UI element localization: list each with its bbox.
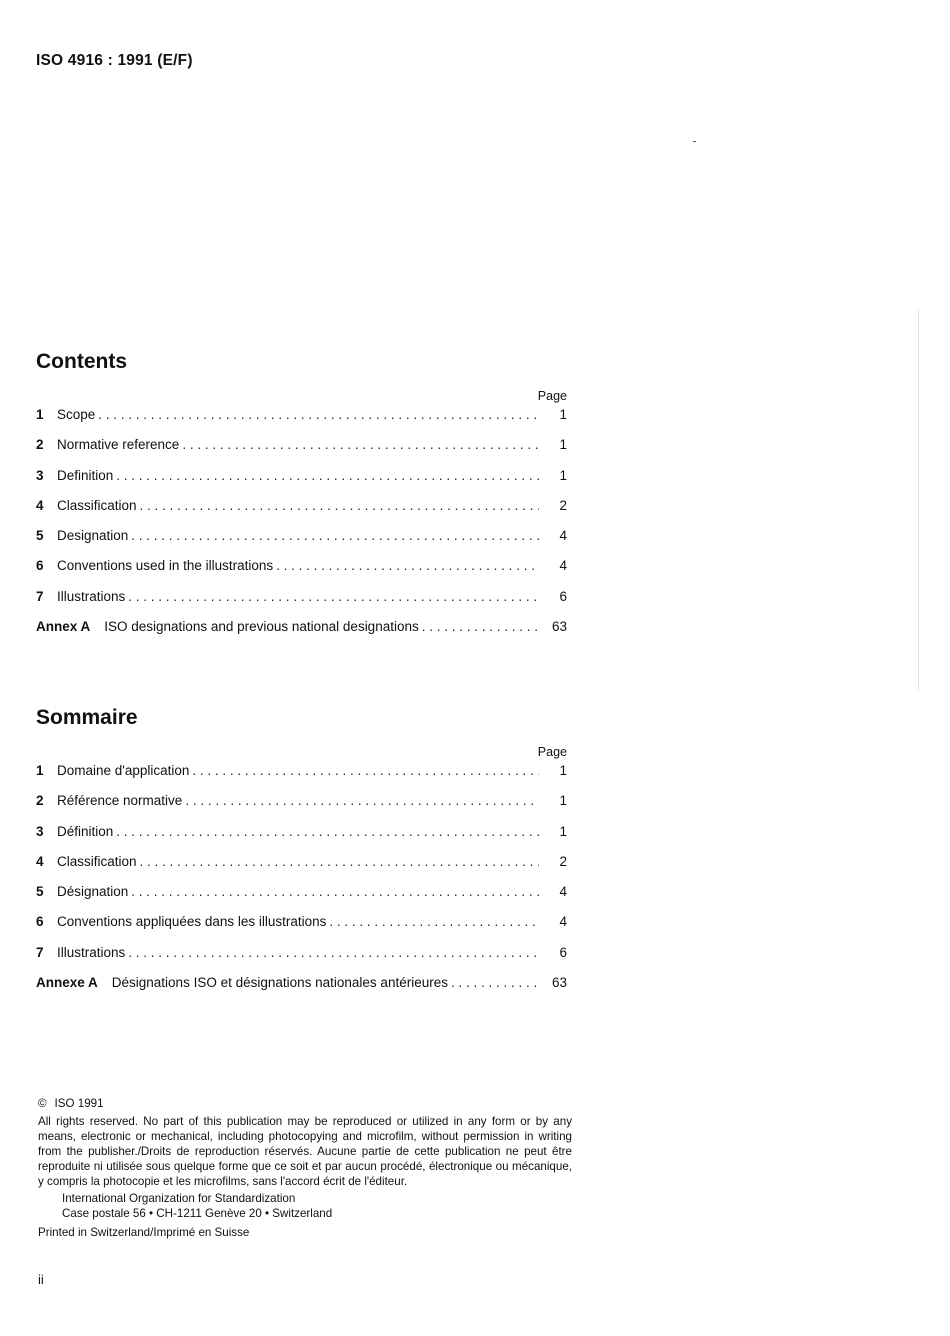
contents-page-column-label: Page — [537, 389, 567, 403]
toc-entry-conventions[interactable] — [36, 558, 567, 588]
toc-entry-designation[interactable] — [36, 528, 567, 558]
toc-dot-leader — [140, 498, 539, 513]
printed-in-statement: Printed in Switzerland/Imprimé en Suisse — [38, 1226, 250, 1239]
toc-entry-annexe-a[interactable] — [36, 975, 567, 1005]
copyright-notice — [38, 1096, 572, 1111]
toc-entry-number: 6 — [36, 558, 44, 574]
toc-entry-title: Désignations ISO et désignations nationales antérieures — [111, 975, 448, 991]
toc-entry-page: 1 — [559, 793, 567, 809]
toc-dot-leader — [128, 589, 539, 604]
toc-entry-page: 4 — [559, 884, 567, 900]
toc-dot-leader — [140, 854, 539, 869]
toc-entry-page: 4 — [559, 558, 567, 574]
toc-entry-illustrations-fr[interactable] — [36, 945, 567, 975]
toc-entry-title: Scope — [57, 407, 96, 422]
toc-entry-title: ISO designations and previous national designations — [104, 619, 419, 635]
toc-entry-number: 3 — [36, 823, 44, 839]
contents-title: Contents — [36, 350, 127, 373]
toc-entry-page: 2 — [559, 853, 567, 869]
toc-entry-title: Classification — [57, 497, 137, 513]
toc-dot-leader — [98, 407, 539, 422]
copyright-holder-year: ISO 1991 — [54, 1097, 104, 1110]
toc-entry-number: 4 — [36, 853, 44, 869]
toc-entry-page: 4 — [559, 914, 567, 930]
toc-entry-number: 1 — [36, 763, 44, 778]
toc-dot-leader — [128, 945, 539, 960]
toc-entry-title: Désignation — [57, 884, 129, 900]
toc-dot-leader — [116, 824, 539, 839]
page-number: ii — [38, 1272, 44, 1287]
toc-entry-title: Normative reference — [57, 437, 180, 453]
toc-dot-leader — [451, 975, 539, 990]
organization-name: International Organization for Standardization — [62, 1192, 296, 1205]
toc-entry-title: Référence normative — [57, 793, 183, 809]
toc-dot-leader — [182, 437, 539, 452]
toc-entry-domaine[interactable] — [36, 763, 567, 793]
toc-entry-number: 6 — [36, 914, 44, 930]
toc-entry-number: 7 — [36, 588, 44, 604]
copyright-block — [38, 1096, 572, 1240]
toc-entry-page: 1 — [559, 437, 567, 453]
toc-entry-title: Conventions used in the illustrations — [57, 558, 274, 574]
toc-dot-leader — [192, 763, 539, 778]
toc-dot-leader — [185, 793, 539, 808]
toc-entry-number: 5 — [36, 528, 44, 544]
toc-entry-number: 4 — [36, 497, 44, 513]
toc-annex-label: Annexe A — [36, 975, 98, 991]
toc-entry-definition-fr[interactable] — [36, 824, 567, 854]
toc-entry-classification-fr[interactable] — [36, 854, 567, 884]
toc-entry-page: 1 — [559, 763, 567, 778]
scan-edge-line — [918, 310, 919, 690]
toc-entry-number: 1 — [36, 407, 44, 422]
scan-artifact — [693, 141, 696, 142]
toc-entry-normative-reference[interactable] — [36, 437, 567, 467]
sommaire-list — [36, 763, 567, 1005]
toc-entry-number: 5 — [36, 884, 44, 900]
toc-entry-designation-fr[interactable] — [36, 884, 567, 914]
toc-dot-leader — [131, 528, 539, 543]
toc-dot-leader — [276, 558, 539, 573]
organization-address: Case postale 56 • CH-1211 Genève 20 • Switzerland — [62, 1207, 333, 1220]
toc-entry-title: Designation — [57, 528, 129, 544]
toc-entry-title: Domaine d'application — [57, 763, 190, 778]
toc-entry-page: 2 — [559, 497, 567, 513]
toc-entry-page: 63 — [551, 975, 567, 991]
toc-entry-page: 63 — [551, 619, 567, 635]
toc-entry-title: Illustrations — [57, 588, 126, 604]
rights-statement: All rights reserved. No part of this publication may be reproduced or utilized in any form or by any means, electronic or mechanical, including photocopying and microfilm, without permission in writing from the publisher./Droits de reproduction réservés. Aucune partie de cette publication ne peut être reproduite ni utilisée sous quelque forme que ce soit et par aucun procédé, électronique ou mécanique, y compris la photocopie et les microfilms, sans l'accord écrit de l'éditeur. — [38, 1115, 572, 1188]
toc-entry-title: Définition — [57, 823, 114, 839]
toc-entry-number: 2 — [36, 793, 44, 809]
sommaire-title: Sommaire — [36, 706, 138, 729]
toc-entry-page: 4 — [559, 528, 567, 544]
toc-entry-number: 2 — [36, 437, 44, 453]
toc-entry-title: Conventions appliquées dans les illustrations — [57, 914, 327, 930]
toc-entry-page: 1 — [559, 823, 567, 839]
toc-entry-page: 6 — [559, 944, 567, 960]
toc-dot-leader — [329, 914, 539, 929]
toc-dot-leader — [116, 468, 539, 483]
toc-entry-classification[interactable] — [36, 498, 567, 528]
toc-entry-definition[interactable] — [36, 468, 567, 498]
toc-entry-annex-a[interactable] — [36, 619, 567, 649]
toc-entry-number: 3 — [36, 467, 44, 483]
toc-entry-scope[interactable] — [36, 407, 567, 437]
toc-annex-label: Annex A — [36, 619, 91, 635]
toc-dot-leader — [131, 884, 539, 899]
copyright-icon: © — [38, 1097, 47, 1110]
toc-entry-page: 1 — [559, 407, 567, 422]
toc-entry-page: 6 — [559, 588, 567, 604]
toc-entry-title: Definition — [57, 467, 114, 483]
sommaire-page-column-label: Page — [537, 745, 567, 759]
toc-entry-number: 7 — [36, 944, 44, 960]
document-id-header: ISO 4916 : 1991 (E/F) — [36, 52, 193, 69]
toc-dot-leader — [422, 619, 539, 634]
toc-entry-reference-normative[interactable] — [36, 793, 567, 823]
toc-entry-illustrations[interactable] — [36, 589, 567, 619]
toc-entry-page: 1 — [559, 467, 567, 483]
contents-list — [36, 407, 567, 649]
toc-entry-conventions-fr[interactable] — [36, 914, 567, 944]
toc-entry-title: Illustrations — [57, 944, 126, 960]
toc-entry-title: Classification — [57, 853, 137, 869]
